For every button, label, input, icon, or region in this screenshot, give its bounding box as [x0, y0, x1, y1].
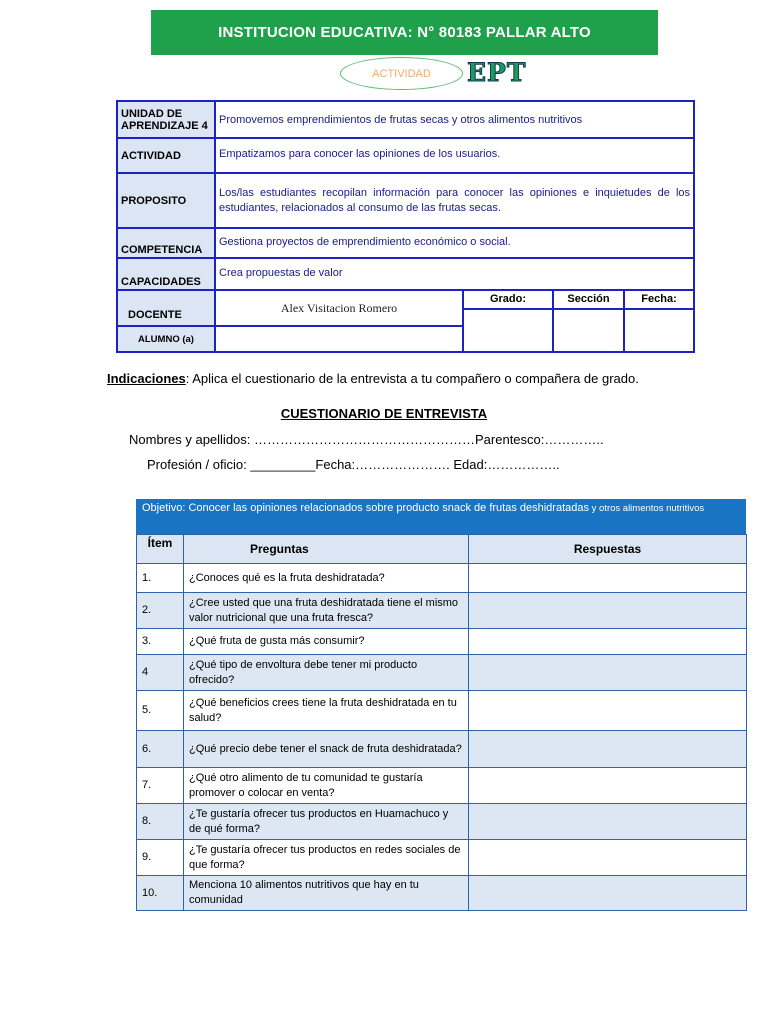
answer-field[interactable]: [469, 564, 747, 593]
actividad-value: Empatizamos para conocer las opiniones de los usuarios.: [215, 138, 694, 173]
question-text: ¿Qué otro alimento de tu comunidad te gustaría promover o colocar en venta?: [184, 768, 469, 804]
fecha-label: Fecha:: [624, 290, 694, 309]
instructions-label: Indicaciones: [107, 371, 186, 386]
profession-date-age-line: Profesión / oficio: _________Fecha:…………………. Edad:……………..: [147, 457, 560, 472]
proposito-value: Los/las estudiantes recopilan información para conocer las opiniones e inquietudes de los estudiantes, relacionados al consumo de las frutas secas.: [215, 173, 694, 228]
question-text: ¿Te gustaría ofrecer tus productos en redes sociales de que forma?: [184, 840, 469, 876]
question-text: ¿Te gustaría ofrecer tus productos en Huamachuco y de qué forma?: [184, 804, 469, 840]
name-relationship-line: Nombres y apellidos: ……………………………………………Parentesco:…………..: [129, 432, 604, 447]
answer-field[interactable]: [469, 876, 747, 911]
ept-logo: EPT: [467, 58, 527, 87]
item-number: 10.: [137, 876, 184, 911]
table-row: [137, 876, 747, 911]
answer-field[interactable]: [469, 629, 747, 655]
item-number: 7.: [137, 768, 184, 804]
item-number: 3.: [137, 629, 184, 655]
answer-field[interactable]: [469, 804, 747, 840]
table-row: [137, 629, 747, 655]
column-header-questions: Preguntas: [184, 535, 469, 564]
item-number: 2.: [137, 593, 184, 629]
competencia-label: COMPETENCIA: [117, 228, 215, 258]
fecha-field[interactable]: [624, 309, 694, 352]
item-number: 6.: [137, 731, 184, 768]
questionnaire-title: CUESTIONARIO DE ENTREVISTA: [280, 406, 488, 421]
answer-field[interactable]: [469, 691, 747, 731]
objective-text: Objetivo: Conocer las opiniones relacionados sobre producto snack de frutas deshidratadas: [142, 502, 589, 514]
instructions: [107, 371, 639, 386]
table-row: [137, 768, 747, 804]
competencia-value: Gestiona proyectos de emprendimiento económico o social.: [215, 228, 694, 258]
item-number: 8.: [137, 804, 184, 840]
table-row: [137, 564, 747, 593]
unidad-label: UNIDAD DE APRENDIZAJE 4: [117, 101, 215, 138]
info-table: [116, 100, 695, 353]
column-header-item: Ítem: [137, 535, 184, 564]
question-text: ¿Qué tipo de envoltura debe tener mi producto ofrecido?: [184, 655, 469, 691]
question-text: ¿Conoces qué es la fruta deshidratada?: [184, 564, 469, 593]
seccion-label: Sección: [553, 290, 624, 309]
answer-field[interactable]: [469, 840, 747, 876]
activity-badge-label: ACTIVIDAD: [372, 67, 431, 80]
table-row: [137, 840, 747, 876]
docente-value: Alex Visitacion Romero: [215, 290, 463, 326]
alumno-field[interactable]: [215, 326, 463, 352]
docente-label: DOCENTE: [117, 290, 215, 326]
grado-label: Grado:: [463, 290, 553, 309]
capacidades-label: CAPACIDADES: [117, 258, 215, 290]
answer-field[interactable]: [469, 593, 747, 629]
answer-field[interactable]: [469, 731, 747, 768]
item-number: 5.: [137, 691, 184, 731]
question-text: ¿Qué precio debe tener el snack de fruta deshidratada?: [184, 731, 469, 768]
grado-field[interactable]: [463, 309, 553, 352]
table-row: [137, 655, 747, 691]
questions-table: [136, 534, 747, 911]
proposito-label: PROPOSITO: [117, 173, 215, 228]
item-number: 1.: [137, 564, 184, 593]
institution-title: INSTITUCION EDUCATIVA: N° 80183 PALLAR ALTO: [218, 24, 591, 41]
instructions-text: : Aplica el cuestionario de la entrevista a tu compañero o compañera de grado.: [185, 371, 639, 386]
unidad-value: Promovemos emprendimientos de frutas secas y otros alimentos nutritivos: [215, 101, 694, 138]
table-row: [137, 593, 747, 629]
objective-banner: [136, 499, 746, 534]
table-row: [137, 731, 747, 768]
alumno-label: ALUMNO (a): [117, 326, 215, 352]
actividad-label: ACTIVIDAD: [117, 138, 215, 173]
seccion-field[interactable]: [553, 309, 624, 352]
question-text: ¿Qué fruta de gusta más consumir?: [184, 629, 469, 655]
institution-banner: [151, 10, 658, 55]
answer-field[interactable]: [469, 655, 747, 691]
column-header-answers: Respuestas: [469, 535, 747, 564]
item-number: 9.: [137, 840, 184, 876]
table-row: [137, 804, 747, 840]
table-row: [137, 691, 747, 731]
capacidades-value: Crea propuestas de valor: [215, 258, 694, 290]
question-text: Menciona 10 alimentos nutritivos que hay en tu comunidad: [184, 876, 469, 911]
question-text: ¿Qué beneficios crees tiene la fruta deshidratada en tu salud?: [184, 691, 469, 731]
answer-field[interactable]: [469, 768, 747, 804]
activity-badge: [340, 57, 463, 90]
item-number: 4: [137, 655, 184, 691]
objective-text-small: y otros alimentos nutritivos: [589, 503, 705, 514]
question-text: ¿Cree usted que una fruta deshidratada tiene el mismo valor nutricional que una fruta fresca?: [184, 593, 469, 629]
